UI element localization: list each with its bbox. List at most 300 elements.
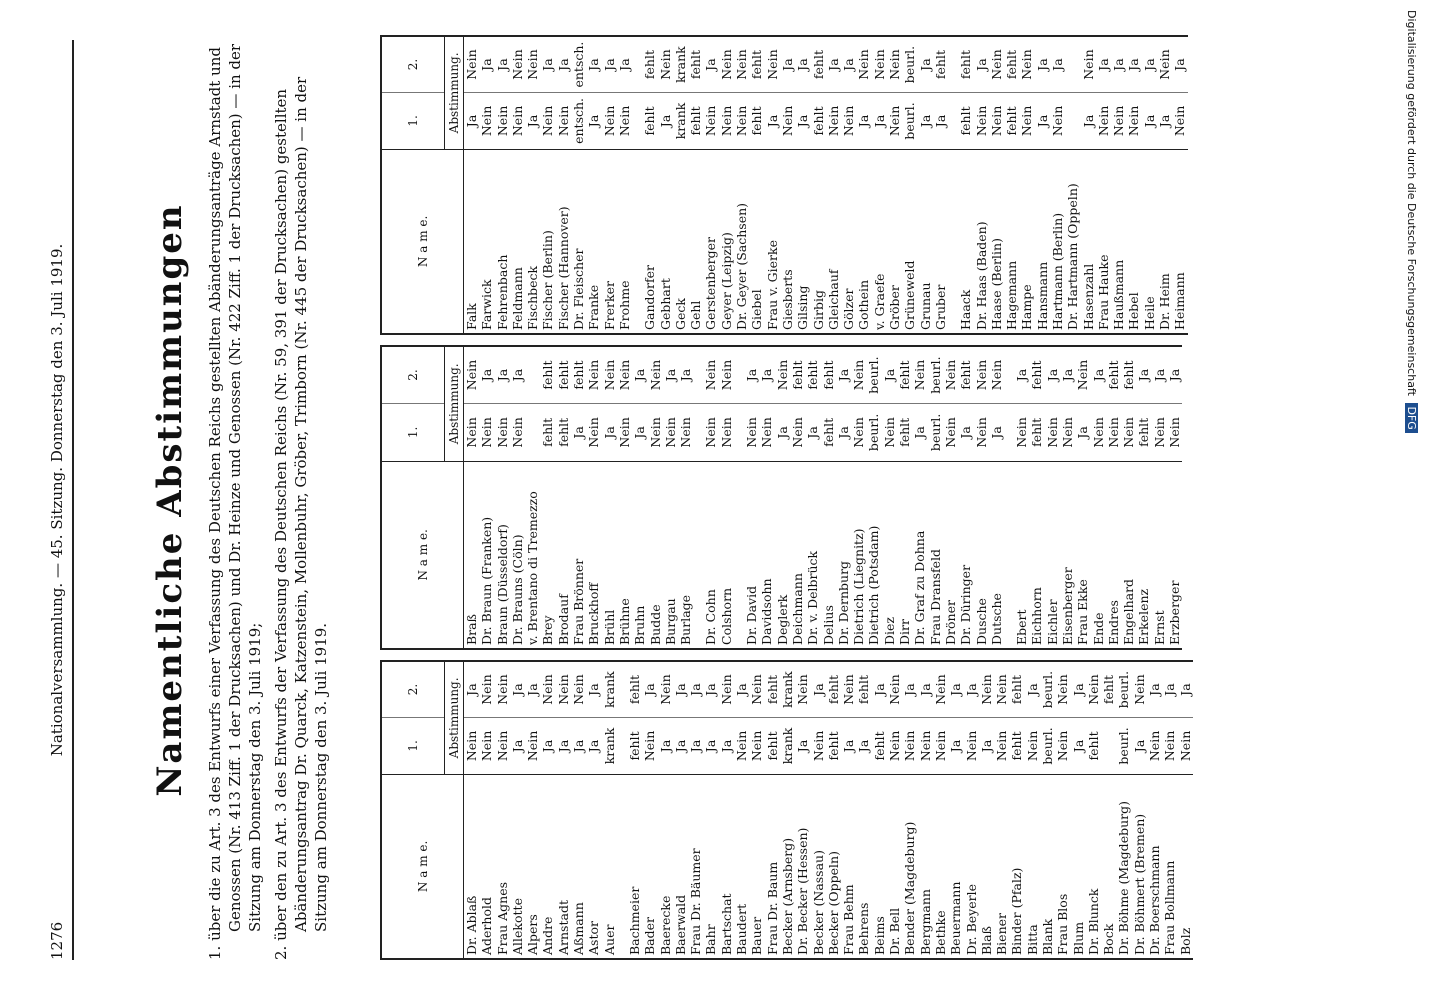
leader-dots <box>1101 774 1116 786</box>
leader-dots <box>642 149 657 161</box>
name-column-header: N a m e. <box>381 774 464 959</box>
vote-1-cell <box>1101 718 1116 775</box>
vote-1-cell: fehlt <box>821 404 836 462</box>
member-row <box>811 36 826 334</box>
member-name: Dr. Böhme (Magdeburg) <box>1116 801 1132 955</box>
leader-dots <box>510 461 525 473</box>
member-row <box>765 36 780 334</box>
member-name: Frau v. Gierke <box>764 240 780 330</box>
leader-dots <box>719 461 734 473</box>
member-name: Gölzer <box>841 288 857 330</box>
leader-dots <box>525 774 540 786</box>
vote-1-cell: Nein <box>989 93 1004 150</box>
vote-2-cell: Nein <box>1081 36 1096 93</box>
section-gap <box>693 346 703 649</box>
member-row <box>495 346 510 649</box>
member-name: Dr. Hartmann (Oppeln) <box>1065 183 1081 330</box>
member-row <box>1096 36 1111 334</box>
vote-1-cell: fehlt <box>540 404 555 462</box>
vote-2-cell: Ja <box>673 661 688 718</box>
vote-2-cell: Ja <box>744 346 759 404</box>
member-row <box>872 36 887 334</box>
member-row <box>1075 346 1090 649</box>
leader-dots <box>658 774 673 786</box>
member-row <box>479 346 494 649</box>
member-name: Dr. Beyerle <box>963 884 979 955</box>
member-row <box>1147 661 1162 959</box>
member-name: v. Graefe <box>871 273 887 330</box>
vote-2-cell: Nein <box>872 36 887 93</box>
leader-dots <box>495 461 510 473</box>
leader-dots <box>703 461 718 473</box>
member-row <box>1045 346 1060 649</box>
vote-1-cell: Nein <box>510 404 525 462</box>
vote-1-cell: Ja <box>872 93 887 150</box>
member-row <box>510 36 525 334</box>
leader-dots <box>887 149 902 161</box>
member-row <box>887 36 902 334</box>
leader-dots <box>510 774 525 786</box>
vote-1-cell: Ja <box>1132 718 1147 775</box>
vote-2-cell: Nein <box>1019 36 1034 93</box>
member-row <box>1071 661 1086 959</box>
vote-1-cell: beurl. <box>928 404 943 462</box>
vote-2-cell: Nein <box>1132 661 1147 718</box>
vote-2-cell: Ja <box>811 661 826 718</box>
member-name: Bock <box>1101 923 1117 955</box>
leader-dots <box>495 774 510 786</box>
leader-dots <box>811 774 826 786</box>
member-name: Bitta <box>1024 924 1040 955</box>
member-name: Hansmann <box>1034 261 1050 330</box>
vote-1-cell: Ja <box>805 404 820 462</box>
member-name: Brodauf <box>555 594 571 645</box>
vote-1-cell: Nein <box>851 404 866 462</box>
leader-dots <box>510 149 525 161</box>
member-name: Bruhn <box>632 605 648 645</box>
leader-dots <box>1142 149 1157 161</box>
leader-dots <box>887 774 902 786</box>
sidebar-credit <box>1405 10 1418 433</box>
leader-dots <box>719 149 734 161</box>
member-row <box>805 346 820 649</box>
member-name: Dr. Braun (Franken) <box>479 516 495 645</box>
leader-dots <box>464 774 480 786</box>
member-row <box>841 661 856 959</box>
vote-2-cell: entsch. <box>571 36 586 93</box>
vote-1-cell: Ja <box>1071 718 1086 775</box>
member-name: Haußmann <box>1111 259 1127 330</box>
vote-1-cell: Ja <box>795 718 810 775</box>
vote-2-cell: Ja <box>826 36 841 93</box>
vote-2-cell: beurl. <box>1116 661 1131 718</box>
vote-2-cell: beurl. <box>866 346 881 404</box>
vote-1-cell: Ja <box>948 718 963 775</box>
vote-1-cell: entsch. <box>571 93 586 150</box>
member-row <box>1035 36 1050 334</box>
member-name: Geck <box>672 298 688 330</box>
leader-dots <box>1132 774 1147 786</box>
vote-2-cell: Nein <box>617 346 632 404</box>
member-name: Auer <box>601 924 617 955</box>
vote-2-cell: fehlt <box>540 346 555 404</box>
section-gap <box>632 36 642 334</box>
vote-1-cell: Ja <box>856 718 871 775</box>
vote-1-cell: Nein <box>495 93 510 150</box>
member-name: Grunau <box>917 282 933 330</box>
vote-1-cell: Nein <box>1167 404 1182 462</box>
member-name: Colshorn <box>718 587 734 645</box>
member-name: Frau Brönner <box>571 558 587 645</box>
member-name: v. Brentano di Tremezzo <box>525 491 541 645</box>
leader-dots <box>1152 461 1167 473</box>
vote-1-cell: fehlt <box>765 718 780 775</box>
vote-1-cell: fehlt <box>811 93 826 150</box>
vote-1-cell: beurl. <box>1040 718 1055 775</box>
vote-2-cell: Ja <box>1071 661 1086 718</box>
member-name: Frau Bollmann <box>1162 860 1178 955</box>
leader-dots <box>928 461 943 473</box>
member-name: Behrens <box>856 902 872 955</box>
leader-dots <box>979 774 994 786</box>
leader-dots <box>1004 149 1019 161</box>
vote-1-cell: krank <box>602 718 617 775</box>
vote-1-cell: Ja <box>571 404 586 462</box>
leader-dots <box>1081 149 1096 161</box>
member-name: Fischbeck <box>525 265 541 330</box>
leader-dots <box>856 774 871 786</box>
leader-dots <box>703 149 718 161</box>
section-gap <box>734 346 744 649</box>
vote-2-cell: Ja <box>556 36 571 93</box>
vote-2-cell: Nein <box>556 661 571 718</box>
member-row <box>663 346 678 649</box>
member-name: Budde <box>647 604 663 645</box>
member-row <box>841 36 856 334</box>
member-name: Dr. Fleischer <box>571 248 587 330</box>
leader-dots <box>1121 461 1136 473</box>
leader-dots <box>811 149 826 161</box>
vote-2-cell: Nein <box>851 346 866 404</box>
vote-2-cell: fehlt <box>1004 36 1019 93</box>
vote-2-cell: Ja <box>759 346 774 404</box>
leader-dots <box>703 774 718 786</box>
vote-1-cell: Nein <box>719 93 734 150</box>
vote-2-cell: Ja <box>632 346 647 404</box>
leader-dots <box>948 774 963 786</box>
member-name: Frau Dr. Baum <box>764 861 780 955</box>
leader-dots <box>479 461 494 473</box>
vote-1-cell: Nein <box>719 404 734 462</box>
member-row <box>648 346 663 649</box>
vote-1-cell: Nein <box>1152 404 1167 462</box>
vote-2-cell: Nein <box>479 661 494 718</box>
leader-dots <box>775 461 790 473</box>
member-name: Dr. Düringer <box>958 564 974 645</box>
leader-dots <box>882 461 897 473</box>
vote-2-cell: Nein <box>510 36 525 93</box>
member-name: Burgau <box>662 598 678 645</box>
vote-1-cell: Nein <box>510 93 525 150</box>
member-name: Engelhard <box>1121 578 1137 645</box>
leader-dots <box>912 461 927 473</box>
vote-1-cell: fehlt <box>749 93 764 150</box>
member-name: Frohme <box>616 280 632 330</box>
member-name: Gehl <box>688 300 704 330</box>
member-name: Dr. Geyer (Sachsen) <box>734 202 750 330</box>
member-row <box>866 346 881 649</box>
vote-2-cell: Ja <box>1172 36 1187 93</box>
vote-1-cell: Nein <box>663 404 678 462</box>
intro-item-1: 1. über die zu Art. 3 des Entwurfs einer Verfassung des Deutschen Reichs gestellten Abänderungsanträge Arnstadt und Genossen (Nr. 413 Ziff. 1 der Drucksachen) und Dr. Heinze und Genossen (Nr. 422 Ziff. 1 der Drucksachen) — in der Sitzung am Donnerstag den 3. Juli 1919; <box>206 43 264 960</box>
member-name: Bender (Magdeburg) <box>902 821 918 955</box>
member-name: Frau Behm <box>841 884 857 955</box>
vote-2-cell: Ja <box>479 36 494 93</box>
member-row <box>734 661 749 959</box>
vote-2-cell: beurl. <box>902 36 917 93</box>
vote-2-cell: Ja <box>1091 346 1106 404</box>
vote-2-cell: Ja <box>974 36 989 93</box>
vote-1-cell: Ja <box>525 93 540 150</box>
page-title: Namentliche Abstimmungen <box>150 203 190 797</box>
member-name: Dr. David <box>744 585 760 645</box>
member-name: Dr. Boerschmann <box>1147 845 1163 955</box>
vote-1-cell: Ja <box>958 404 973 462</box>
member-name: Braß <box>464 614 479 645</box>
member-row <box>658 661 673 959</box>
leader-dots <box>744 461 759 473</box>
leader-dots <box>749 774 764 786</box>
vote-label-header: Abstimmung. <box>445 36 464 149</box>
member-name: Fischer (Hannover) <box>555 206 571 330</box>
sidebar-note: Digitalisierung gefördert durch die Deutsche Forschungsgemeinschaft <box>1405 10 1418 396</box>
vote-1-cell: fehlt <box>872 718 887 775</box>
member-row <box>495 36 510 334</box>
vote-2-cell: Ja <box>703 661 718 718</box>
member-row <box>918 661 933 959</box>
vote-1-cell: Nein <box>602 93 617 150</box>
leader-dots <box>525 461 540 473</box>
member-name: Bader <box>642 916 658 955</box>
leader-dots <box>1178 774 1193 786</box>
vote-1-cell: Nein <box>495 718 510 775</box>
vote-1-cell: Nein <box>811 718 826 775</box>
intro-text <box>205 40 337 960</box>
vote-2-cell: Ja <box>795 36 810 93</box>
vote-2-cell: fehlt <box>571 346 586 404</box>
member-name: Aderhold <box>479 897 495 955</box>
member-row <box>1116 661 1131 959</box>
member-row <box>1121 346 1136 649</box>
vote-2-cell: Ja <box>882 346 897 404</box>
vote-1-cell: Ja <box>464 93 480 150</box>
member-row <box>540 346 555 649</box>
vote-1-cell: Ja <box>989 404 1004 462</box>
vote-2-cell: fehlt <box>1009 661 1024 718</box>
member-row <box>678 346 693 649</box>
vote-2-cell: Nein <box>586 346 601 404</box>
vote-1-cell <box>525 404 540 462</box>
member-row <box>958 346 973 649</box>
vote-1-cell: Nein <box>734 93 749 150</box>
vote-1-header: 1. <box>381 93 445 150</box>
vote-2-cell: Ja <box>964 661 979 718</box>
member-row <box>642 661 657 959</box>
member-name: Bauer <box>749 916 765 955</box>
member-name: Dr. v. Delbrück <box>805 550 821 645</box>
member-row <box>525 36 540 334</box>
vote-2-cell: Ja <box>1060 346 1075 404</box>
leader-dots <box>663 461 678 473</box>
member-row <box>882 346 897 649</box>
vote-1-cell: Nein <box>464 404 480 462</box>
member-row <box>1101 661 1116 959</box>
vote-2-cell: Nein <box>943 346 958 404</box>
vote-1-cell: Ja <box>510 718 525 775</box>
vote-1-cell: Nein <box>918 718 933 775</box>
member-row <box>673 661 688 959</box>
vote-2-cell: Ja <box>1167 346 1182 404</box>
leader-dots <box>1157 149 1172 161</box>
vote-1-header: 1. <box>381 404 445 462</box>
member-row <box>495 661 510 959</box>
member-name: Eichler <box>1044 599 1060 645</box>
header-left: Nationalversammlung. <box>48 582 66 757</box>
member-row <box>749 36 764 334</box>
vote-1-cell: Nein <box>1121 404 1136 462</box>
vote-1-cell: Nein <box>1147 718 1162 775</box>
vote-1-cell: beurl. <box>1116 718 1131 775</box>
vote-2-cell: Ja <box>902 661 917 718</box>
vote-2-cell: fehlt <box>958 346 973 404</box>
leader-dots <box>556 461 571 473</box>
leader-dots <box>617 149 632 161</box>
vote-1-cell: Nein <box>1106 404 1121 462</box>
member-name: Blum <box>1070 921 1086 955</box>
leader-dots <box>1050 149 1065 161</box>
member-row <box>958 36 973 334</box>
member-row <box>887 661 902 959</box>
member-name: Eisenberger <box>1059 567 1075 645</box>
vote-2-cell: Ja <box>703 36 718 93</box>
member-name: Ende <box>1090 612 1106 645</box>
leader-dots <box>1147 774 1162 786</box>
vote-1-cell: Nein <box>994 718 1009 775</box>
vote-2-cell: Nein <box>648 346 663 404</box>
vote-1-cell: Nein <box>943 404 958 462</box>
vote-2-cell: Ja <box>1045 346 1060 404</box>
vote-1-cell: Ja <box>703 718 718 775</box>
member-row <box>1132 661 1147 959</box>
vote-table-3 <box>380 35 1188 335</box>
member-name: Diez <box>881 616 897 645</box>
vote-1-cell: Nein <box>1014 404 1029 462</box>
member-row <box>632 346 647 649</box>
vote-2-cell: fehlt <box>1106 346 1121 404</box>
member-row <box>943 346 958 649</box>
member-row <box>851 346 866 649</box>
member-name: Gröber <box>887 285 903 330</box>
vote-1-cell: Nein <box>617 404 632 462</box>
member-row <box>964 661 979 959</box>
member-name: Dirr <box>897 619 913 645</box>
leader-dots <box>1162 774 1177 786</box>
vote-2-cell: Ja <box>1096 36 1111 93</box>
leader-dots <box>627 774 642 786</box>
leader-dots <box>805 461 820 473</box>
vote-1-cell: Nein <box>734 718 749 775</box>
member-name: Andre <box>540 916 556 955</box>
leader-dots <box>586 461 601 473</box>
member-name: Hebel <box>1126 292 1142 330</box>
vote-2-cell: beurl. <box>928 346 943 404</box>
member-row <box>872 661 887 959</box>
member-name: Arnstadt <box>555 900 571 955</box>
vote-1-cell: beurl. <box>902 93 917 150</box>
member-row <box>974 36 989 334</box>
member-row <box>1029 346 1044 649</box>
leader-dots <box>556 774 571 786</box>
member-row <box>1019 36 1034 334</box>
member-row <box>1152 346 1167 649</box>
member-row <box>1111 36 1126 334</box>
leader-dots <box>1091 461 1106 473</box>
vote-1-cell: Nein <box>1126 93 1141 150</box>
leader-dots <box>602 149 617 161</box>
vote-1-cell: Nein <box>479 404 494 462</box>
member-name: Dietrich (Liegnitz) <box>851 528 867 645</box>
vote-1-cell: Ja <box>632 404 647 462</box>
vote-2-cell: Nein <box>602 346 617 404</box>
member-row <box>826 36 841 334</box>
member-row <box>759 346 774 649</box>
member-row <box>811 661 826 959</box>
member-name: Franke <box>586 284 602 330</box>
vote-1-cell: Nein <box>1096 93 1111 150</box>
member-row <box>1014 346 1029 649</box>
member-name: Frau Agnes <box>494 881 510 955</box>
member-row <box>719 346 734 649</box>
member-row <box>1157 36 1172 334</box>
member-name: Blank <box>1039 918 1055 955</box>
member-name: Dr. Bell <box>887 907 903 955</box>
leader-dots <box>958 461 973 473</box>
member-row <box>765 661 780 959</box>
member-row <box>979 661 994 959</box>
vote-1-cell: Nein <box>703 404 718 462</box>
member-name: Becker (Nassau) <box>810 850 826 955</box>
leader-dots <box>1029 461 1044 473</box>
member-row <box>989 36 1004 334</box>
vote-1-cell: Nein <box>495 404 510 462</box>
vote-2-cell: fehlt <box>790 346 805 404</box>
vote-1-cell: Ja <box>586 718 601 775</box>
vote-2-cell: Ja <box>495 346 510 404</box>
vote-1-cell: Nein <box>540 93 555 150</box>
member-name: Binder (Pfalz) <box>1009 867 1025 955</box>
vote-2-header: 2. <box>381 36 445 93</box>
vote-2-cell: Nein <box>974 346 989 404</box>
member-name: Gothein <box>856 279 872 330</box>
member-row <box>1126 36 1141 334</box>
member-row <box>464 36 480 334</box>
leader-dots <box>464 149 480 161</box>
member-row <box>775 346 790 649</box>
vote-1-cell: Nein <box>1045 404 1060 462</box>
member-name: Bergmann <box>917 889 933 955</box>
member-row <box>688 661 703 959</box>
vote-1-cell: Ja <box>775 404 790 462</box>
